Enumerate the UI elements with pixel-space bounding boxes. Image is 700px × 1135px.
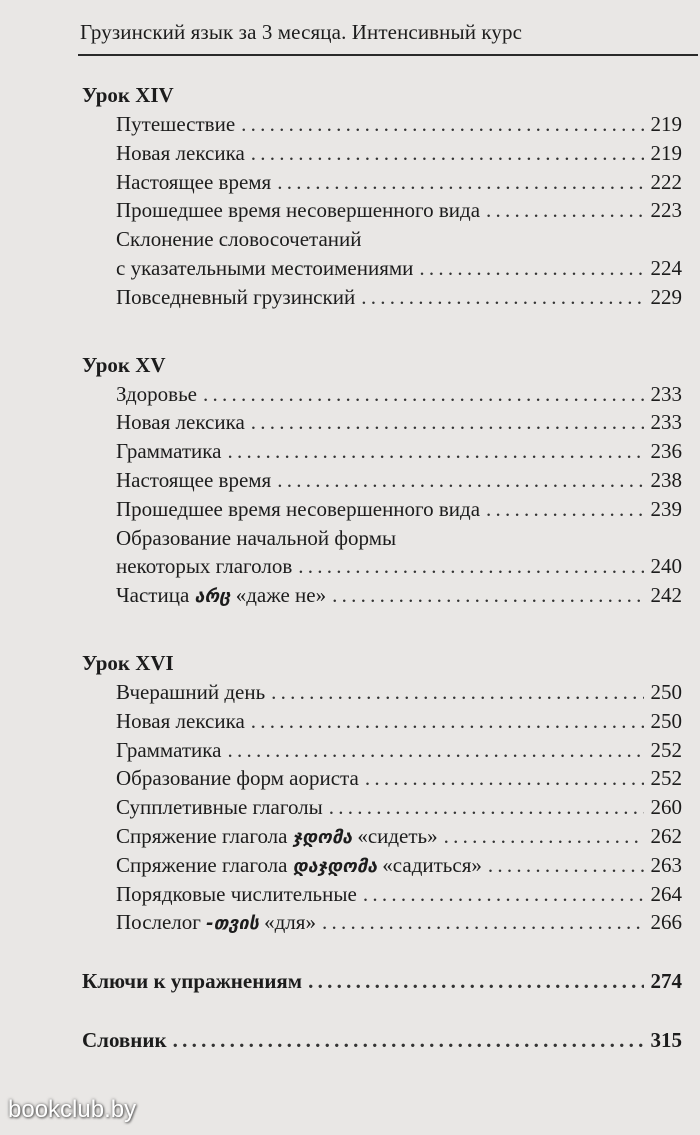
entry-label-gloss: «для» — [258, 910, 316, 935]
toc-entry[interactable] — [82, 793, 682, 822]
leader-dots — [251, 707, 644, 736]
toc-entry[interactable] — [82, 880, 682, 909]
entry-page: 219 — [650, 112, 682, 136]
entry-label: Путешествие — [116, 112, 236, 136]
entry-label: Новая лексика — [116, 708, 245, 733]
toc-entry[interactable] — [82, 707, 682, 736]
toc-entry[interactable] — [82, 822, 682, 851]
leader-dots — [365, 764, 644, 793]
entry-label-text: Спряжение глагола — [116, 852, 293, 877]
leader-dots — [488, 851, 644, 880]
toc-entry[interactable] — [82, 466, 682, 495]
leader-dots — [251, 139, 644, 168]
entry-label: Словник — [82, 1027, 167, 1052]
entry-page: 252 — [650, 766, 682, 791]
lesson-title-xv: Урок XV — [82, 352, 166, 377]
leader-dots — [322, 908, 644, 937]
entry-label: Супплетивные глаголы — [116, 795, 323, 820]
leader-dots — [308, 967, 644, 996]
toc-entry[interactable] — [82, 581, 682, 610]
leader-dots — [277, 168, 644, 197]
toc-entry[interactable] — [82, 552, 682, 581]
entry-label-gloss: «сидеть» — [352, 823, 438, 848]
table-of-contents — [82, 80, 682, 1055]
entry-label: некоторых глаголов — [116, 554, 293, 579]
toc-entry-glossary[interactable] — [82, 1026, 682, 1055]
leader-dots — [329, 793, 644, 822]
toc-entry[interactable] — [82, 110, 682, 139]
leader-dots — [361, 283, 644, 312]
entry-label: Новая лексика — [116, 410, 245, 435]
entry-label-text: Послелог — [116, 910, 207, 935]
entry-page: 266 — [650, 910, 682, 935]
georgian-word: არც — [194, 586, 231, 608]
entry-page: 224 — [650, 255, 682, 280]
entry-page: 229 — [650, 284, 682, 309]
leader-dots — [444, 822, 644, 851]
entry-page: 223 — [650, 198, 682, 223]
leader-dots — [298, 552, 644, 581]
entry-page: 250 — [650, 708, 682, 733]
leader-dots — [332, 581, 644, 610]
toc-entry[interactable] — [82, 283, 682, 312]
entry-label-gloss: «садиться» — [377, 852, 482, 877]
leader-dots — [241, 110, 644, 139]
leader-dots — [363, 880, 644, 909]
toc-entry[interactable] — [82, 736, 682, 765]
entry-page: 250 — [650, 679, 682, 704]
leader-dots — [227, 736, 644, 765]
entry-label: Прошедшее время несовершенного вида — [116, 496, 481, 521]
entry-label: Грамматика — [116, 439, 222, 464]
entry-page: 274 — [650, 969, 682, 994]
entry-label: Ключи к упражнениям — [82, 969, 303, 994]
entry-label: Прошедшее время несовершенного вида — [116, 198, 481, 223]
entry-page: 242 — [650, 583, 682, 608]
toc-entry[interactable] — [82, 764, 682, 793]
entry-label — [116, 908, 316, 939]
spacer — [82, 996, 682, 1026]
entry-label: Новая лексика — [116, 140, 245, 165]
entry-label: Образование форм аориста — [116, 766, 359, 791]
spacer — [82, 937, 682, 967]
entry-page: 238 — [650, 467, 682, 492]
entry-label — [116, 851, 482, 882]
toc-entry[interactable] — [82, 437, 682, 466]
entry-page: 233 — [650, 410, 682, 435]
entry-page: 252 — [650, 737, 682, 762]
lesson-title-xiv: Урок XIV — [82, 83, 174, 107]
entry-page: 260 — [650, 795, 682, 820]
toc-entry[interactable] — [82, 196, 682, 225]
toc-entry[interactable] — [82, 495, 682, 524]
site-watermark: bookclub.by — [8, 1096, 137, 1123]
entry-label: Здоровье — [116, 381, 197, 406]
entry-label: Вчерашний день — [116, 679, 266, 704]
entry-page: 263 — [650, 852, 682, 877]
toc-entry[interactable] — [82, 139, 682, 168]
entry-label: Повседневный грузинский — [116, 284, 356, 309]
entry-page: 264 — [650, 881, 682, 906]
leader-dots — [173, 1026, 644, 1055]
entry-page: 239 — [650, 496, 682, 521]
entry-label-line1: Образование начальной формы — [116, 525, 397, 550]
entry-label-line1: Склонение словосочетаний — [116, 227, 362, 252]
entry-page: 236 — [650, 439, 682, 464]
leader-dots — [486, 495, 644, 524]
leader-dots — [227, 437, 644, 466]
toc-entry[interactable] — [82, 851, 682, 880]
leader-dots — [271, 678, 644, 707]
toc-entry[interactable] — [82, 408, 682, 437]
entry-page: 222 — [650, 169, 682, 194]
spacer — [82, 610, 682, 648]
book-title: Грузинский язык за 3 месяца. Интенсивный курс — [80, 20, 523, 44]
entry-label: Порядковые числительные — [116, 881, 357, 906]
toc-entry[interactable] — [82, 678, 682, 707]
toc-entry[interactable] — [82, 254, 682, 283]
leader-dots — [419, 254, 644, 283]
leader-dots — [486, 196, 644, 225]
georgian-word: -თვის — [206, 913, 259, 935]
toc-entry-keys[interactable] — [82, 967, 682, 996]
toc-entry[interactable] — [82, 168, 682, 197]
entry-label: с указательными местоимениями — [116, 255, 414, 280]
georgian-word: ჯდომა — [292, 826, 353, 848]
toc-entry[interactable] — [82, 380, 682, 409]
lesson-title-xvi: Урок XVI — [82, 650, 174, 675]
leader-dots — [203, 380, 644, 409]
toc-entry[interactable] — [82, 908, 682, 937]
entry-page: 262 — [650, 823, 682, 848]
entry-page: 219 — [650, 140, 682, 165]
entry-page: 233 — [650, 381, 682, 406]
entry-page: 315 — [650, 1027, 682, 1052]
entry-label — [116, 581, 326, 612]
running-header — [78, 14, 698, 56]
entry-label-text: Частица — [116, 583, 195, 608]
entry-label: Настоящее время — [116, 467, 272, 492]
spacer — [82, 312, 682, 350]
entry-label-text: Спряжение глагола — [116, 823, 293, 848]
leader-dots — [251, 408, 644, 437]
leader-dots — [277, 466, 644, 495]
entry-page: 240 — [650, 554, 682, 579]
georgian-word: დაჯდომა — [292, 855, 378, 877]
entry-label: Настоящее время — [116, 169, 272, 194]
entry-label-gloss: «даже не» — [230, 583, 327, 608]
entry-label — [116, 822, 438, 853]
entry-label: Грамматика — [116, 737, 222, 762]
